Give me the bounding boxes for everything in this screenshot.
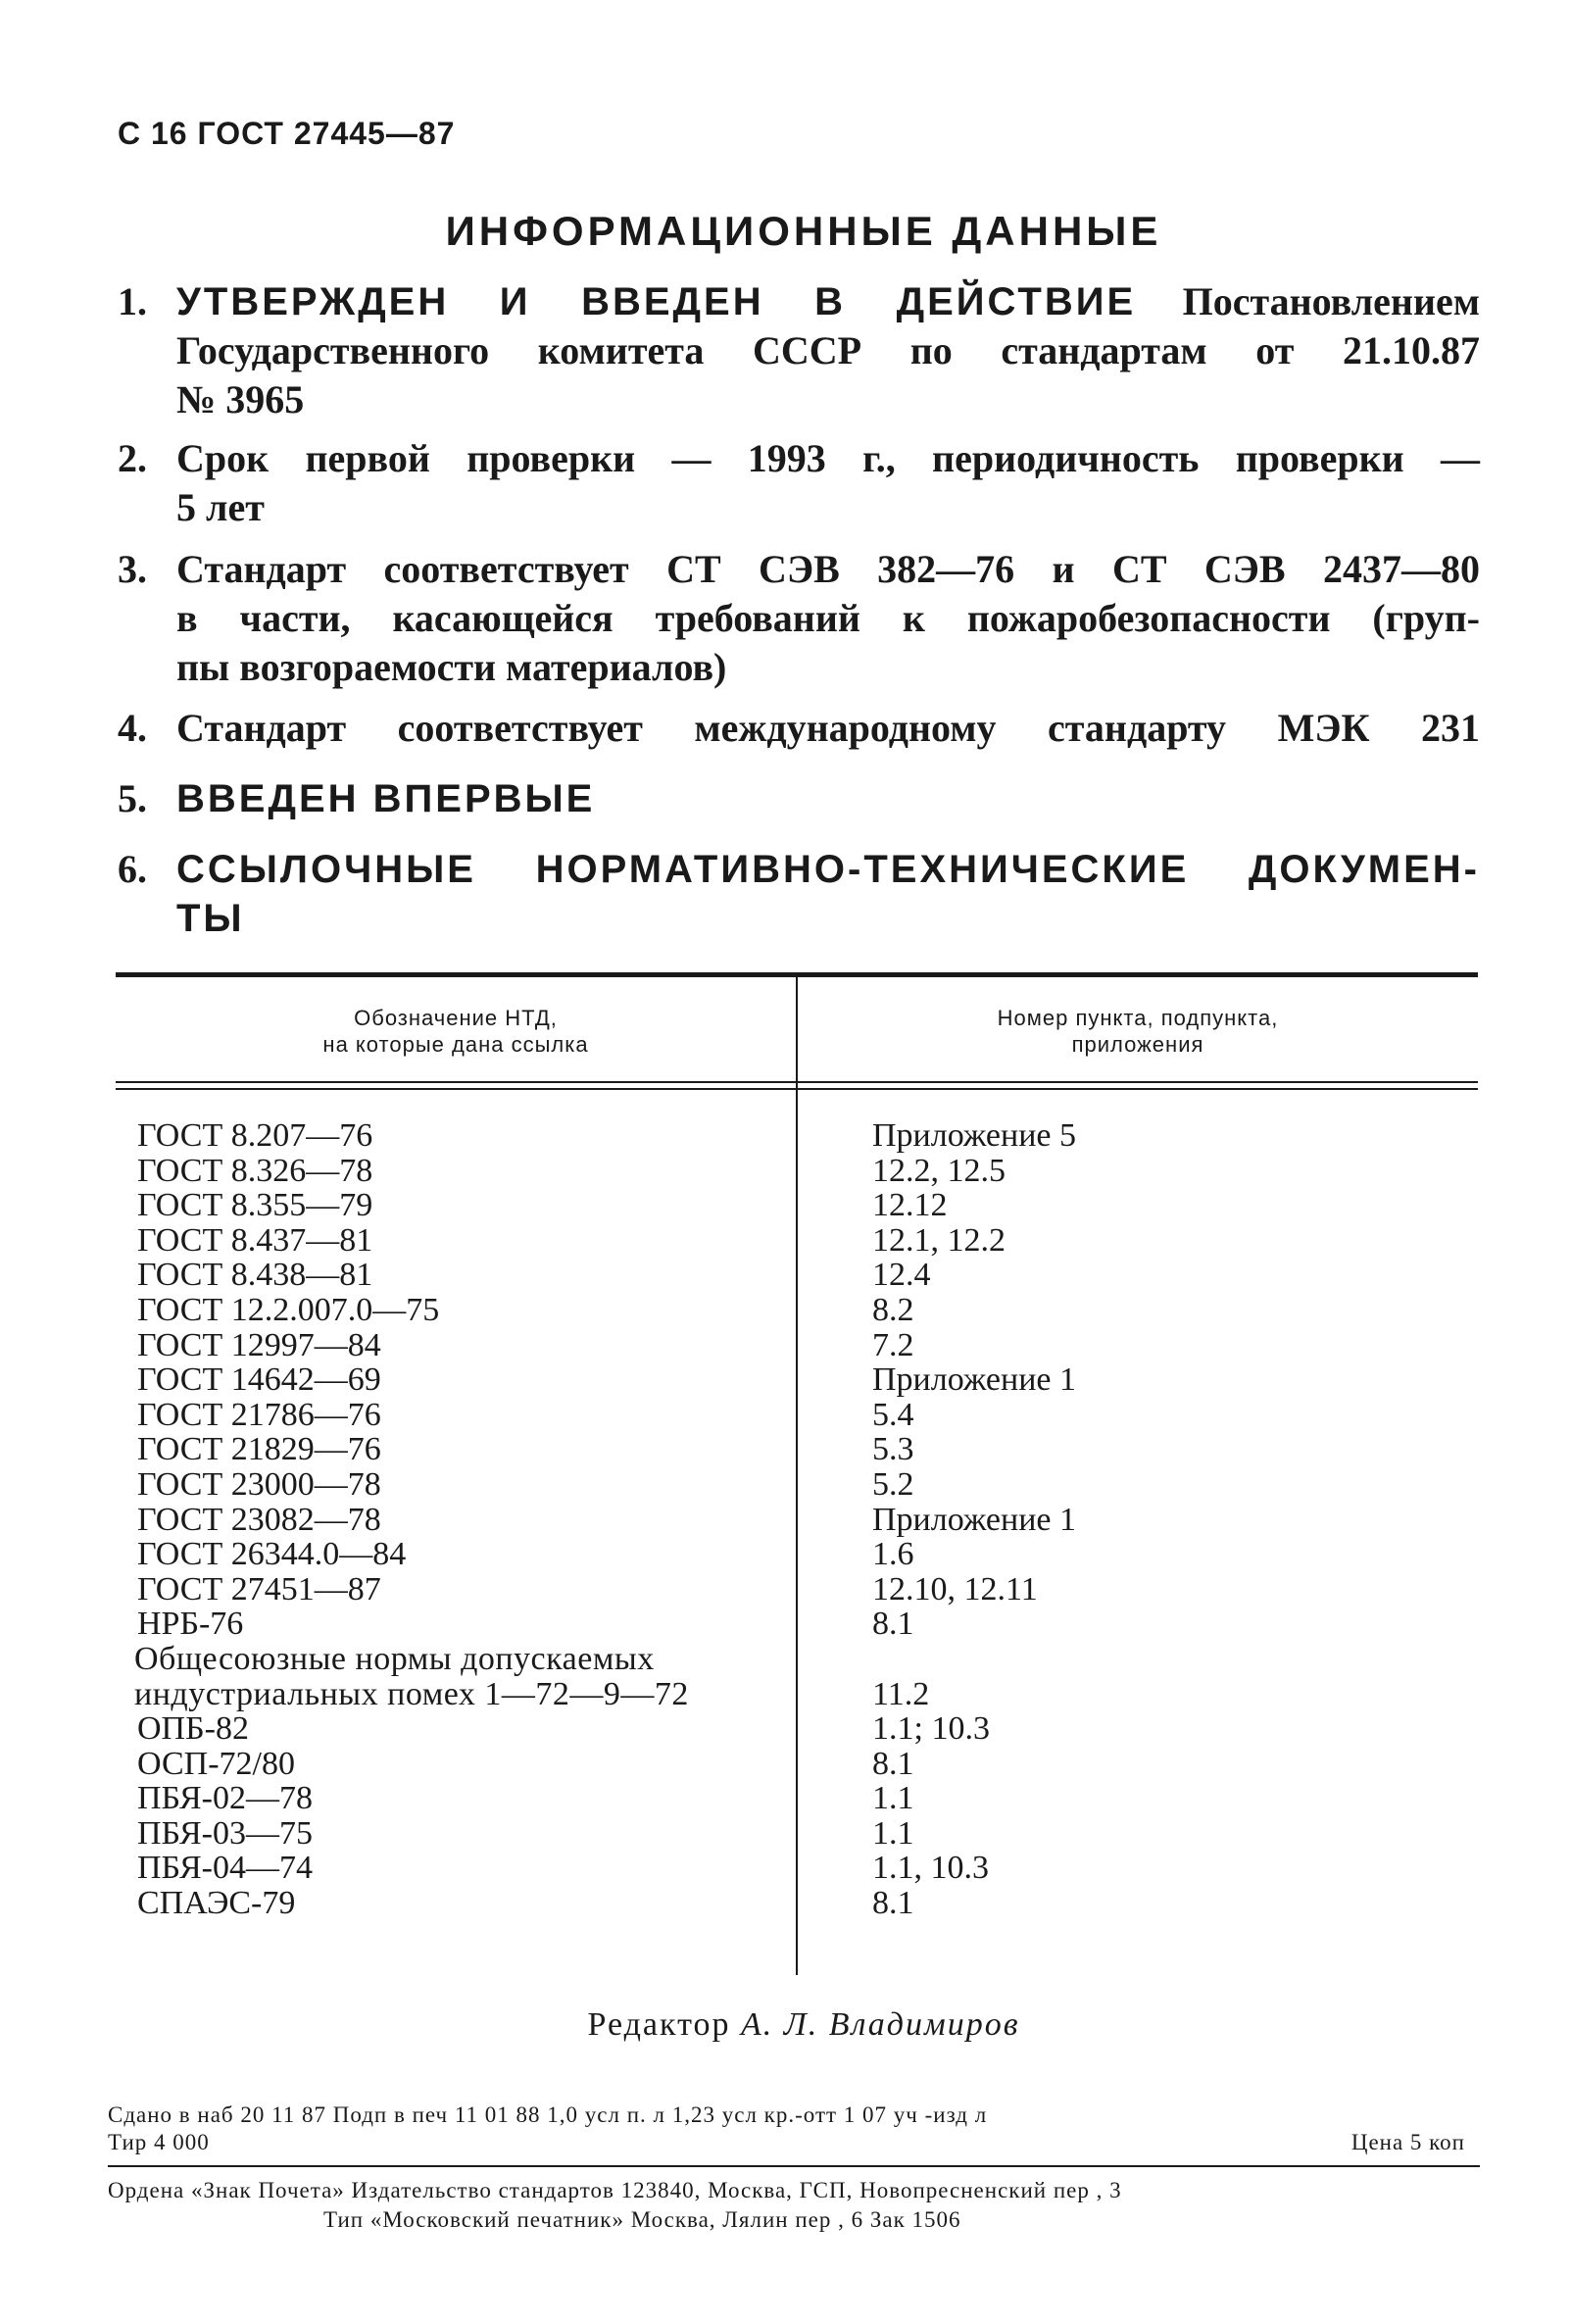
table-cell-designation: ГОСТ 8.355—79 xyxy=(137,1187,373,1224)
table-cell-clause: 1.1, 10.3 xyxy=(872,1850,989,1887)
item-text: Срок первой проверки — 1993 г., периодичность проверки — xyxy=(176,436,1480,480)
item-number: 2. xyxy=(118,436,147,480)
table-cell-designation: ГОСТ 8.437—81 xyxy=(137,1221,373,1259)
item-number: 1. xyxy=(118,279,147,323)
table-cell-clause: 12.1, 12.2 xyxy=(872,1221,1006,1259)
table-cell-designation: ГОСТ 12.2.007.0—75 xyxy=(137,1291,440,1328)
table-cell-designation: ОСП-72/80 xyxy=(137,1745,295,1782)
imprint-circulation: Тир 4 000 xyxy=(108,2130,210,2154)
table-cell-designation: ГОСТ 21829—76 xyxy=(137,1431,381,1468)
item-text: № 3965 xyxy=(176,377,305,421)
table-cell-clause: 12.10, 12.11 xyxy=(872,1570,1038,1607)
table-cell-clause: 8.1 xyxy=(872,1745,914,1782)
item-number: 3. xyxy=(118,547,147,591)
table-cell-clause: 11.2 xyxy=(872,1675,930,1712)
imprint-printer: Тип «Московский печатник» Москва, Лялин пер , 6 Зак 1506 xyxy=(323,2207,961,2232)
table-cell-designation: ПБЯ-04—74 xyxy=(137,1850,313,1887)
table-column-header-clause: Номер пункта, подпункта, приложения xyxy=(997,1006,1279,1057)
table-cell-designation: ГОСТ 12997—84 xyxy=(137,1326,381,1363)
table-cell-clause: Приложение 5 xyxy=(872,1117,1076,1154)
table-cell-clause: 12.4 xyxy=(872,1257,931,1294)
editor-label: Редактор xyxy=(587,2006,731,2043)
table-cell-clause: 1.1 xyxy=(872,1814,914,1852)
table-cell-clause: 5.2 xyxy=(872,1465,914,1503)
info-item-2 xyxy=(118,434,1480,532)
table-cell-designation: ГОСТ 23082—78 xyxy=(137,1501,381,1538)
info-item-3 xyxy=(118,545,1480,692)
table-cell-clause xyxy=(872,1642,1076,1677)
table-cell-designation: индустриальных помех 1—72—9—72 xyxy=(134,1675,689,1712)
imprint-publisher: Ордена «Знак Почета» Издательство стандартов 123840, Москва, ГСП, Новопресненский пер , 3 xyxy=(108,2178,1122,2202)
running-head: С 16 ГОСТ 27445—87 xyxy=(118,116,456,151)
page-title: ИНФОРМАЦИОННЫЕ ДАННЫЕ xyxy=(445,208,1162,254)
table-cell-designation: Общесоюзные нормы допускаемых xyxy=(134,1640,655,1677)
table-cell-clause: 1.6 xyxy=(872,1536,914,1573)
info-item-5 xyxy=(118,774,1480,823)
table-cell-designation: ГОСТ 23000—78 xyxy=(137,1465,381,1503)
item-number: 6. xyxy=(118,847,147,891)
imprint-line: Сдано в наб 20 11 87 Подп в печ 11 01 88 1,0 усл п. л 1,23 усл кр.-отт 1 07 уч -изд л xyxy=(108,2102,988,2127)
table-cell-designation: ГОСТ 27451—87 xyxy=(137,1570,381,1607)
table-column-clauses xyxy=(872,1118,1076,1921)
item-text: пы возгораемости материалов) xyxy=(176,645,727,689)
item-text: Стандарт соответствует СТ СЭВ 382—76 и СТ СЭВ 2437—80 xyxy=(176,547,1480,591)
table-cell-clause: 8.1 xyxy=(872,1606,914,1643)
table-cell-clause: 5.4 xyxy=(872,1396,914,1433)
table-cell-clause: 1.1; 10.3 xyxy=(872,1710,990,1748)
item-number: 4. xyxy=(118,706,147,750)
item-caps-text: ССЫЛОЧНЫЕ НОРМАТИВНО-ТЕХНИЧЕСКИЕ ДОКУМЕН- xyxy=(176,848,1480,891)
table-cell-clause: Приложение 1 xyxy=(872,1501,1076,1538)
table-cell-clause: 12.12 xyxy=(872,1187,948,1224)
table-cell-designation: ГОСТ 21786—76 xyxy=(137,1396,381,1433)
item-text: в части, касающейся требований к пожаробезопасности (груп- xyxy=(176,596,1480,640)
item-text: Государственного комитета СССР по стандартам от 21.10.87 xyxy=(176,328,1480,372)
table-cell-designation: НРБ-76 xyxy=(137,1606,244,1643)
table-cell-designation: ПБЯ-02—78 xyxy=(137,1780,313,1817)
table-cell-designation: ГОСТ 26344.0—84 xyxy=(137,1536,407,1573)
table-cell-designation: ГОСТ 8.326—78 xyxy=(137,1152,373,1189)
table-cell-designation: ГОСТ 14642—69 xyxy=(137,1361,381,1399)
item-number: 5. xyxy=(118,776,147,820)
table-cell-clause: 7.2 xyxy=(872,1326,914,1363)
table-cell-designation: СПАЭС-79 xyxy=(137,1885,296,1922)
item-text: Стандарт соответствует международному стандарту МЭК 231 xyxy=(176,706,1480,750)
item-text: Постановлением xyxy=(1182,279,1481,323)
item-caps-text: УТВЕРЖДЕН И ВВЕДЕН В ДЕЙСТВИЕ xyxy=(176,280,1137,323)
table-cell-clause: 5.3 xyxy=(872,1431,914,1468)
table-cell-designation: ГОСТ 8.207—76 xyxy=(137,1117,373,1154)
table-cell-designation: ОПБ-82 xyxy=(137,1710,249,1748)
item-caps-text: ТЫ xyxy=(176,897,245,940)
table-cell-clause: 8.2 xyxy=(872,1291,914,1328)
info-item-6 xyxy=(118,845,1480,943)
editor-credit xyxy=(0,2006,1571,2044)
table-cell-clause: 1.1 xyxy=(872,1780,914,1817)
imprint-divider xyxy=(108,2165,1480,2167)
table-cell-designation: ПБЯ-03—75 xyxy=(137,1814,313,1852)
table-cell-designation: ГОСТ 8.438—81 xyxy=(137,1257,373,1294)
table-cell-clause: 12.2, 12.5 xyxy=(872,1152,1006,1189)
table-column-header-designation: Обозначение НТД, на которые дана ссылка xyxy=(322,1006,589,1057)
imprint-price: Цена 5 коп xyxy=(1350,2130,1465,2154)
editor-name: А. Л. Владимиров xyxy=(741,2006,1020,2043)
item-text: 5 лет xyxy=(176,485,265,529)
table-column-divider xyxy=(796,977,798,1975)
table-cell-clause: Приложение 1 xyxy=(872,1361,1076,1399)
table-column-designations xyxy=(134,1117,689,1922)
info-item-4 xyxy=(118,704,1480,753)
info-item-1 xyxy=(118,277,1480,424)
table-cell-clause: 8.1 xyxy=(872,1885,914,1922)
item-caps-text: ВВЕДЕН ВПЕРВЫЕ xyxy=(176,777,596,820)
